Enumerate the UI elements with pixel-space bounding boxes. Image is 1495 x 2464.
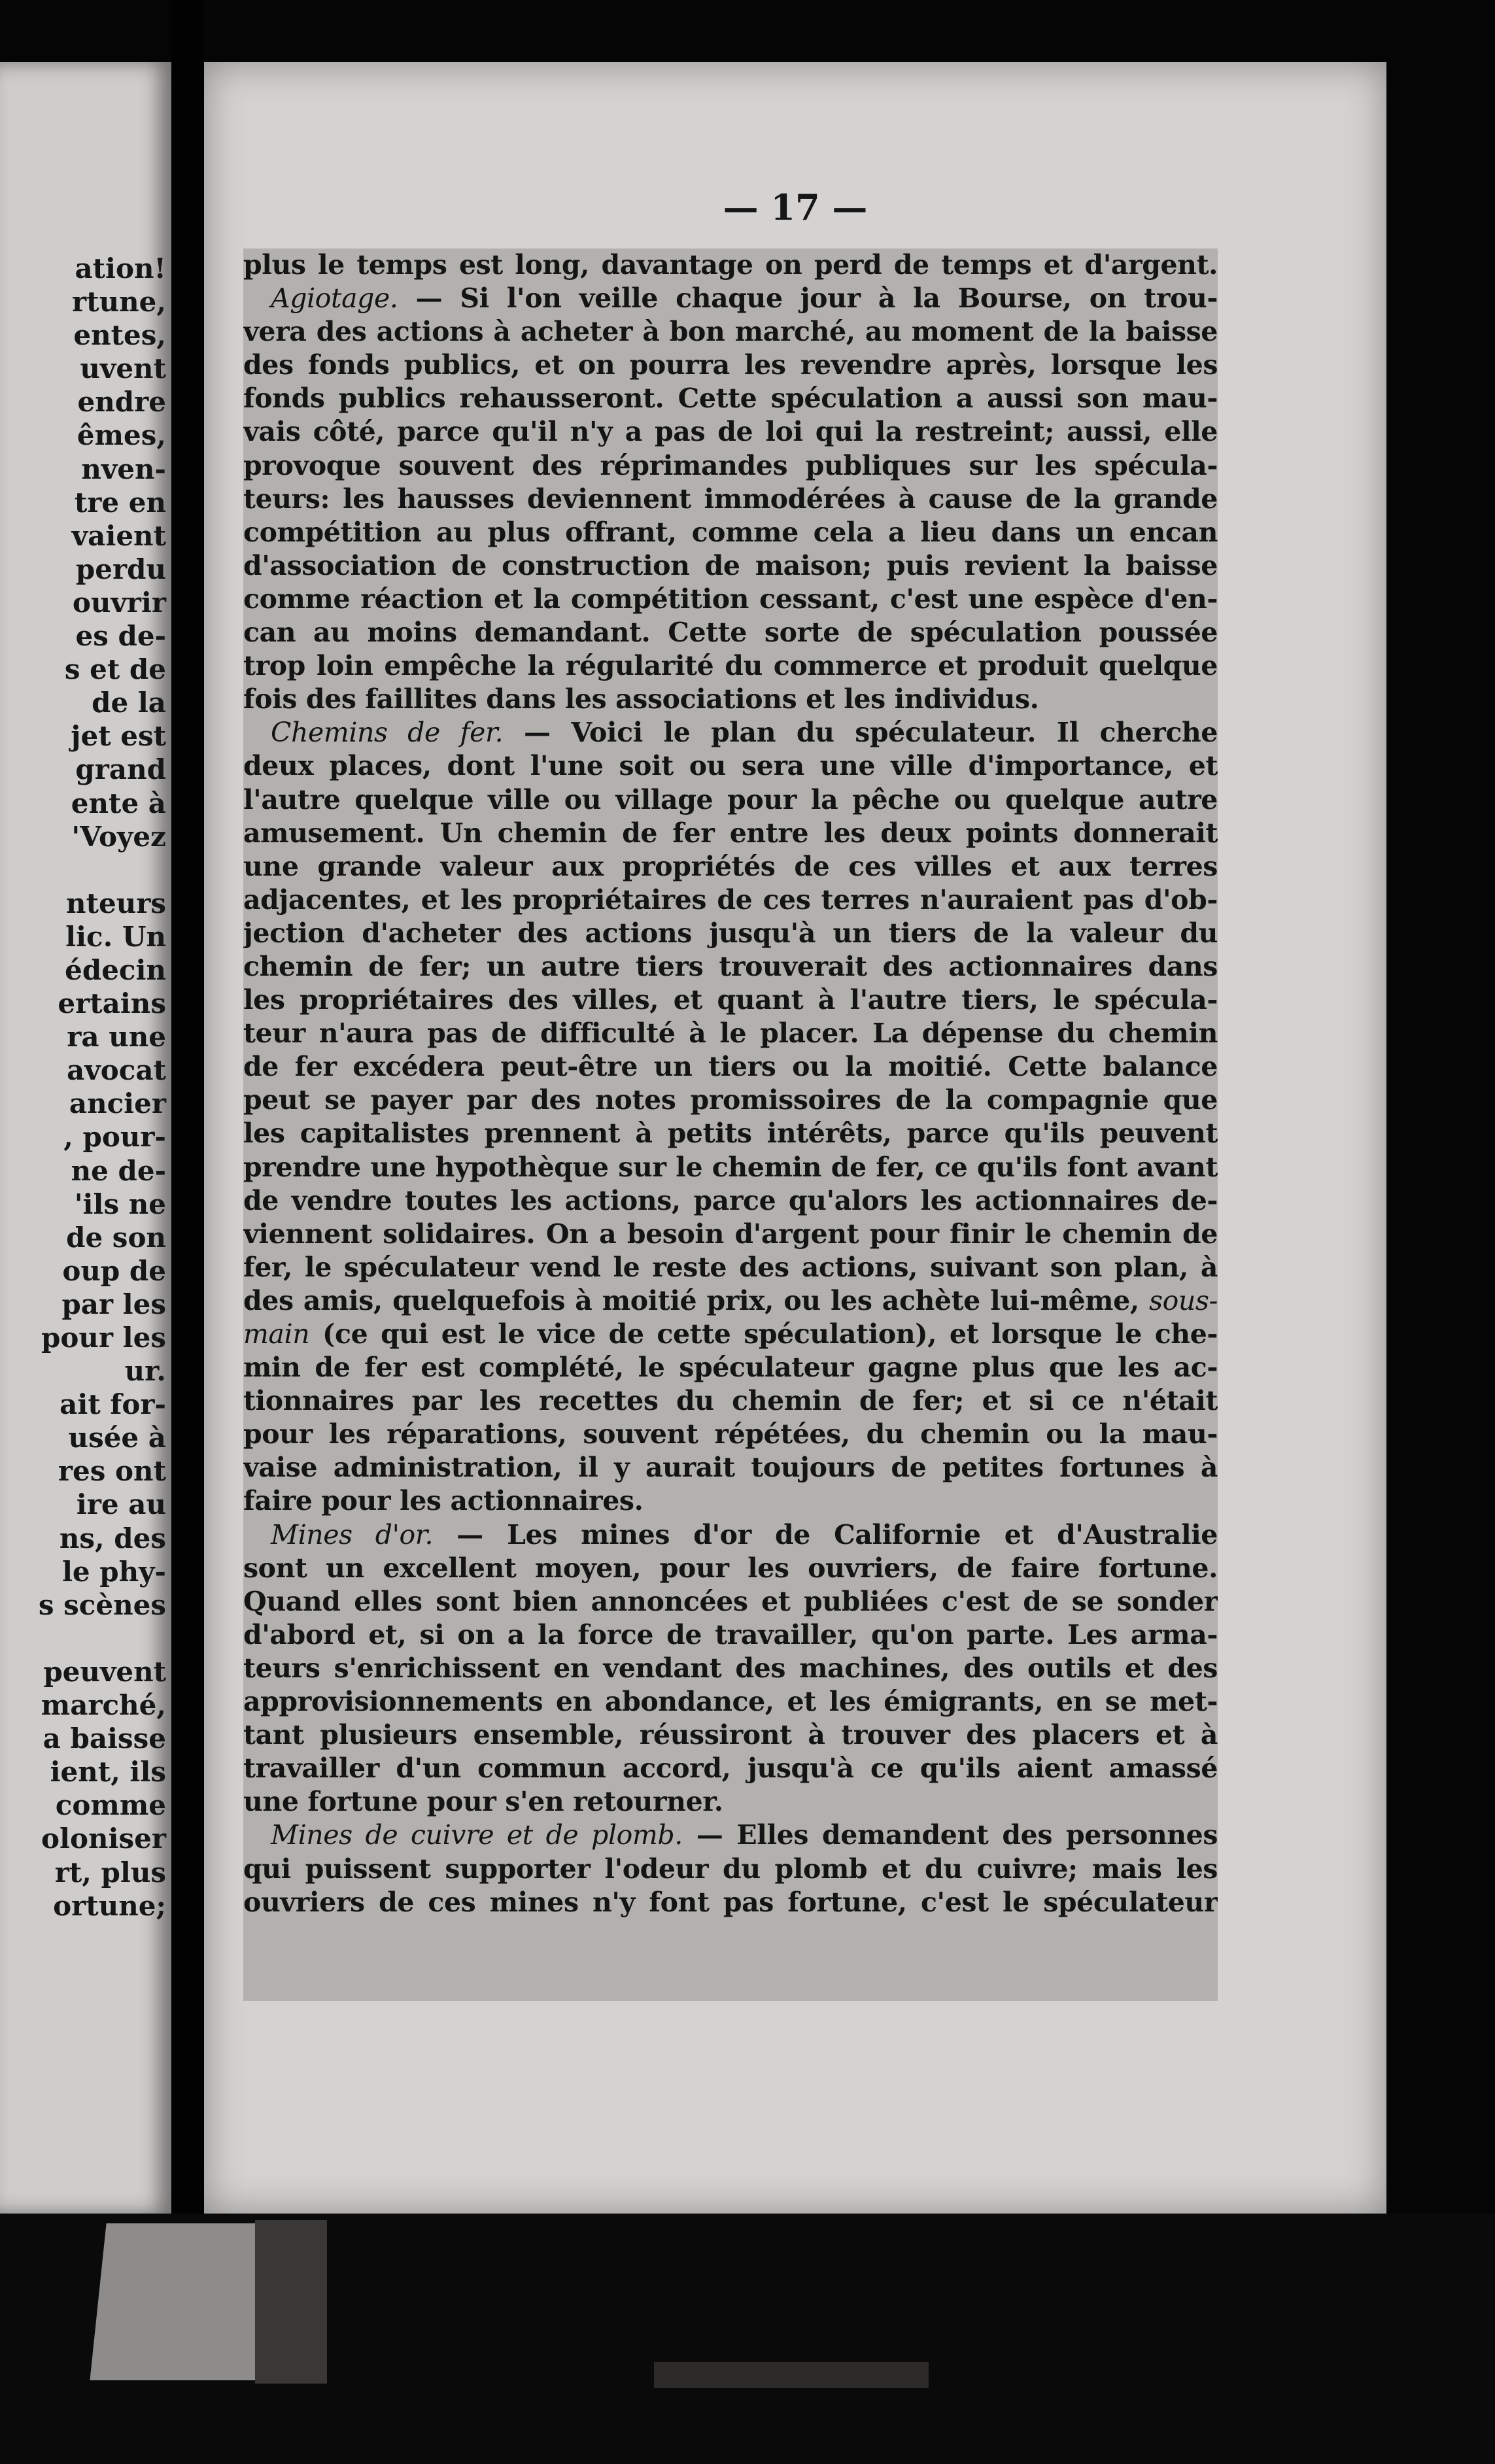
text-line xyxy=(243,1552,1218,1585)
text-line xyxy=(243,850,1218,883)
line-text: une grande valeur aux propriétés de ces villes et aux terres xyxy=(243,850,1218,882)
text-line xyxy=(243,649,1218,683)
text-line xyxy=(243,1484,1218,1518)
fragment-line: rtune, xyxy=(72,286,166,318)
line-text: fonds publics rehausseront. Cette spéculation a aussi son mau- xyxy=(243,383,1218,415)
line-text: peut se payer par des notes promissoires de la compagnie que xyxy=(243,1084,1218,1116)
fragment-line: êmes, xyxy=(77,419,166,452)
fragment-line: pour les xyxy=(41,1322,166,1354)
fragment-line: endre xyxy=(77,386,166,419)
fragment-line: ertains xyxy=(58,987,166,1020)
fragment-line: de la xyxy=(92,687,166,719)
text-line xyxy=(243,1284,1218,1318)
fragment-line: ortune; xyxy=(53,1889,166,1922)
text-line xyxy=(243,917,1218,950)
line-text: provoque souvent des réprimandes publiques sur les spécula- xyxy=(243,449,1218,481)
line-text: min de fer est complété, le spéculateur gagne plus que les ac- xyxy=(243,1352,1218,1384)
fragment-line: ra une xyxy=(67,1021,166,1053)
line-text: teurs s'enrichissent en vendant des machines, des outils et des xyxy=(243,1652,1218,1684)
text-line xyxy=(243,950,1218,984)
fragment-line xyxy=(0,853,166,887)
section-heading: Chemins de fer. xyxy=(271,717,504,749)
text-line xyxy=(243,583,1218,616)
text-line xyxy=(243,1853,1218,1886)
fragment-line: oup de xyxy=(62,1254,166,1287)
fragment-line: rt, plus xyxy=(54,1856,166,1889)
line-text: (ce qui est le vice de cette spéculation), et lorsque le che- xyxy=(309,1318,1218,1350)
body-text xyxy=(243,248,1218,2001)
text-line xyxy=(243,1084,1218,1117)
line-text: — Si l'on veille chaque jour à la Bourse, on trou- xyxy=(398,282,1218,315)
line-text: — Voici le plan du spéculateur. Il cherche xyxy=(503,717,1218,749)
line-text: l'autre quelque ville ou village pour la pêche ou quelque autre xyxy=(243,783,1218,815)
line-text: viennent solidaires. On a besoin d'argent pour finir le chemin de xyxy=(243,1218,1218,1250)
line-text: les capitalistes prennent à petits intérêts, parce qu'ils peuvent xyxy=(243,1118,1218,1150)
fragment-line: uvent xyxy=(80,352,166,385)
line-text: chemin de fer; un autre tiers trouverait des actionnaires dans xyxy=(243,950,1218,982)
text-line xyxy=(243,1752,1218,1785)
fragment-line: marché, xyxy=(41,1689,166,1722)
text-line xyxy=(243,883,1218,917)
line-text: faire pour les actionnaires. xyxy=(243,1485,644,1517)
fragment-line: grand xyxy=(75,753,166,786)
fragment-line: nteurs xyxy=(66,887,166,919)
text-line xyxy=(243,1886,1218,1919)
fragment-line: tre en xyxy=(74,486,166,519)
text-line xyxy=(243,716,1218,749)
fragment-line: de son xyxy=(66,1221,166,1254)
line-text: ouvriers de ces mines n'y font pas fortune, c'est le spéculateur xyxy=(243,1886,1218,1918)
fragment-line: ente à xyxy=(71,787,166,819)
text-line xyxy=(243,984,1218,1017)
text-line xyxy=(243,1318,1218,1351)
text-line xyxy=(243,1251,1218,1284)
fragment-line: , pour- xyxy=(63,1121,166,1154)
text-line xyxy=(243,248,1218,282)
fragment-line: lic. Un xyxy=(65,920,166,953)
line-text: approvisionnements en abondance, et les émigrants, en se met- xyxy=(243,1686,1218,1718)
fragment-line: ait for- xyxy=(60,1388,166,1421)
text-line xyxy=(243,516,1218,549)
fragment-line: ire au xyxy=(76,1488,166,1521)
fragment-line: le phy- xyxy=(61,1555,166,1588)
section-heading: main xyxy=(243,1318,310,1350)
text-line xyxy=(243,282,1218,315)
text-line xyxy=(243,483,1218,516)
line-text: d'association de construction de maison; puis revient la baisse xyxy=(243,549,1218,581)
text-line xyxy=(243,1384,1218,1418)
fragment-line: ns, des xyxy=(59,1522,166,1554)
line-text: fois des faillites dans les associations et les individus. xyxy=(243,683,1039,715)
line-text: sont un excellent moyen, pour les ouvriers, de faire fortune. xyxy=(243,1552,1218,1584)
line-text: deux places, dont l'une soit ou sera une ville d'importance, et xyxy=(243,750,1218,782)
line-text: trop loin empêche la régularité du commerce et produit quelque xyxy=(243,650,1218,682)
text-line xyxy=(243,1418,1218,1451)
fragment-line: oloniser xyxy=(41,1822,166,1855)
text-line xyxy=(243,382,1218,415)
text-line xyxy=(243,1652,1218,1685)
line-text: les propriétaires des villes, et quant à l'autre tiers, le spécula- xyxy=(243,984,1218,1016)
fragment-line: avocat xyxy=(67,1054,166,1087)
fragment-line: vaient xyxy=(71,519,166,552)
section-heading: Agiotage. xyxy=(271,282,398,315)
text-line xyxy=(243,1184,1218,1218)
text-line xyxy=(243,1685,1218,1719)
line-text: teurs: les hausses deviennent immodérées à cause de la grande xyxy=(243,483,1218,515)
italic-word: sous- xyxy=(1148,1284,1218,1316)
line-text: can au moins demandant. Cette sorte de spéculation poussée xyxy=(243,617,1218,649)
fragment-line: ient, ils xyxy=(50,1756,166,1788)
text-line xyxy=(243,1819,1218,1852)
fragment-line: ne de- xyxy=(71,1154,166,1187)
fragment-line: ouvrir xyxy=(72,586,166,619)
line-text: des amis, quelquefois à moitié prix, ou les achète lui-même, xyxy=(243,1284,1149,1316)
line-text: tionnaires par les recettes du chemin de fer; et si ce n'était xyxy=(243,1385,1218,1417)
line-text: pour les réparations, souvent répétées, du chemin ou la mau- xyxy=(243,1418,1218,1450)
line-text: d'abord et, si on a la force de travailler, qu'on parte. Les arma- xyxy=(243,1618,1218,1651)
text-line xyxy=(243,415,1218,449)
text-line xyxy=(243,1618,1218,1652)
line-text: adjacentes, et les propriétaires de ces terres n'auraient pas d'ob- xyxy=(243,883,1218,915)
text-line xyxy=(243,783,1218,817)
line-text: de fer excédera peut-être un tiers ou la moitié. Cette balance xyxy=(243,1051,1218,1083)
fragment-line xyxy=(0,1622,166,1655)
fragment-line: res ont xyxy=(58,1455,166,1488)
text-line xyxy=(243,349,1218,382)
line-text: — Les mines d'or de Californie et d'Australie xyxy=(433,1518,1218,1550)
line-text: qui puissent supporter l'odeur du plomb et du cuivre; mais les xyxy=(243,1853,1218,1885)
line-text: tant plusieurs ensemble, réussiront à trouver des placers et à xyxy=(243,1719,1218,1751)
text-line xyxy=(243,1218,1218,1251)
section-heading: Mines de cuivre et de plomb. xyxy=(271,1819,683,1851)
line-text: — Elles demandent des personnes xyxy=(682,1819,1218,1851)
text-line xyxy=(243,1050,1218,1084)
text-line xyxy=(243,1585,1218,1618)
line-text: travailler d'un commun accord, jusqu'à ce qu'ils aient amassé xyxy=(243,1753,1218,1785)
text-line xyxy=(243,1017,1218,1050)
line-text: fer, le spéculateur vend le reste des actions, suivant son plan, à xyxy=(243,1251,1218,1283)
previous-page-fragment xyxy=(0,62,171,2214)
fragment-line: usée à xyxy=(68,1422,166,1454)
line-text: une fortune pour s'en retourner. xyxy=(243,1786,723,1818)
scrap-paper-dark xyxy=(255,2220,327,2384)
text-line xyxy=(243,315,1218,349)
text-line xyxy=(243,549,1218,583)
line-text: vais côté, parce qu'il n'y a pas de loi qui la restreint; aussi, elle xyxy=(243,416,1218,448)
line-text: plus le temps est long, davantage on perd de temps et d'argent. xyxy=(243,249,1218,281)
scrap-paper xyxy=(90,2223,276,2380)
text-line xyxy=(243,1117,1218,1150)
text-line xyxy=(243,1451,1218,1484)
fragment-line: ancier xyxy=(69,1087,166,1120)
section-heading: Mines d'or. xyxy=(271,1518,434,1550)
text-line xyxy=(243,1151,1218,1184)
text-line xyxy=(243,616,1218,649)
fragment-line: édecin xyxy=(65,953,166,986)
line-text: teur n'aura pas de difficulté à le placer. La dépense du chemin xyxy=(243,1018,1218,1050)
line-text: des fonds publics, et on pourra les revendre après, lorsque les xyxy=(243,349,1218,381)
line-text: comme réaction et la compétition cessant, c'est une espèce d'en- xyxy=(243,583,1218,615)
fragment-line: entes, xyxy=(73,319,166,352)
binding-gutter xyxy=(171,0,204,2464)
previous-page-text xyxy=(0,252,166,1923)
fragment-line: s et de xyxy=(64,653,166,686)
fragment-line: ation! xyxy=(75,252,166,284)
fragment-line: es de- xyxy=(75,620,166,653)
fragment-line: comme xyxy=(55,1789,166,1822)
fragment-line: 'Voyez xyxy=(71,820,166,853)
line-text: vera des actions à acheter à bon marché, au moment de la baisse xyxy=(243,316,1218,348)
text-line xyxy=(243,817,1218,850)
line-text: compétition au plus offrant, comme cela a lieu dans un encan xyxy=(243,516,1218,548)
page xyxy=(204,62,1386,2214)
fragment-line: peuvent xyxy=(43,1655,166,1688)
text-line xyxy=(243,1518,1218,1552)
text-line xyxy=(243,449,1218,483)
fragment-line: a baisse xyxy=(43,1722,166,1755)
fragment-line: perdu xyxy=(75,553,166,585)
fragment-line: 'ils ne xyxy=(74,1188,166,1220)
line-text: amusement. Un chemin de fer entre les deux points donnerait xyxy=(243,817,1218,849)
line-text: Quand elles sont bien annoncées et publiées c'est de se sonder xyxy=(243,1585,1218,1617)
line-text: jection d'acheter des actions jusqu'à un tiers de la valeur du xyxy=(243,917,1218,949)
text-line xyxy=(243,683,1218,716)
fragment-line: jet est xyxy=(71,720,166,753)
fragment-line: nven- xyxy=(81,453,166,485)
line-text: de vendre toutes les actions, parce qu'alors les actionnaires de- xyxy=(243,1184,1218,1216)
line-text: vaise administration, il y aurait toujours de petites fortunes à xyxy=(243,1452,1218,1484)
fragment-line: s scènes xyxy=(38,1588,166,1621)
film-label xyxy=(654,2362,929,2388)
page-number: — 17 — xyxy=(723,186,868,228)
line-text: prendre une hypothèque sur le chemin de fer, ce qu'ils font avant xyxy=(243,1151,1218,1183)
fragment-line: ur. xyxy=(124,1355,166,1388)
text-line xyxy=(243,1351,1218,1384)
text-line xyxy=(243,749,1218,783)
text-line xyxy=(243,1785,1218,1819)
text-line xyxy=(243,1719,1218,1752)
fragment-line: par les xyxy=(61,1288,166,1320)
